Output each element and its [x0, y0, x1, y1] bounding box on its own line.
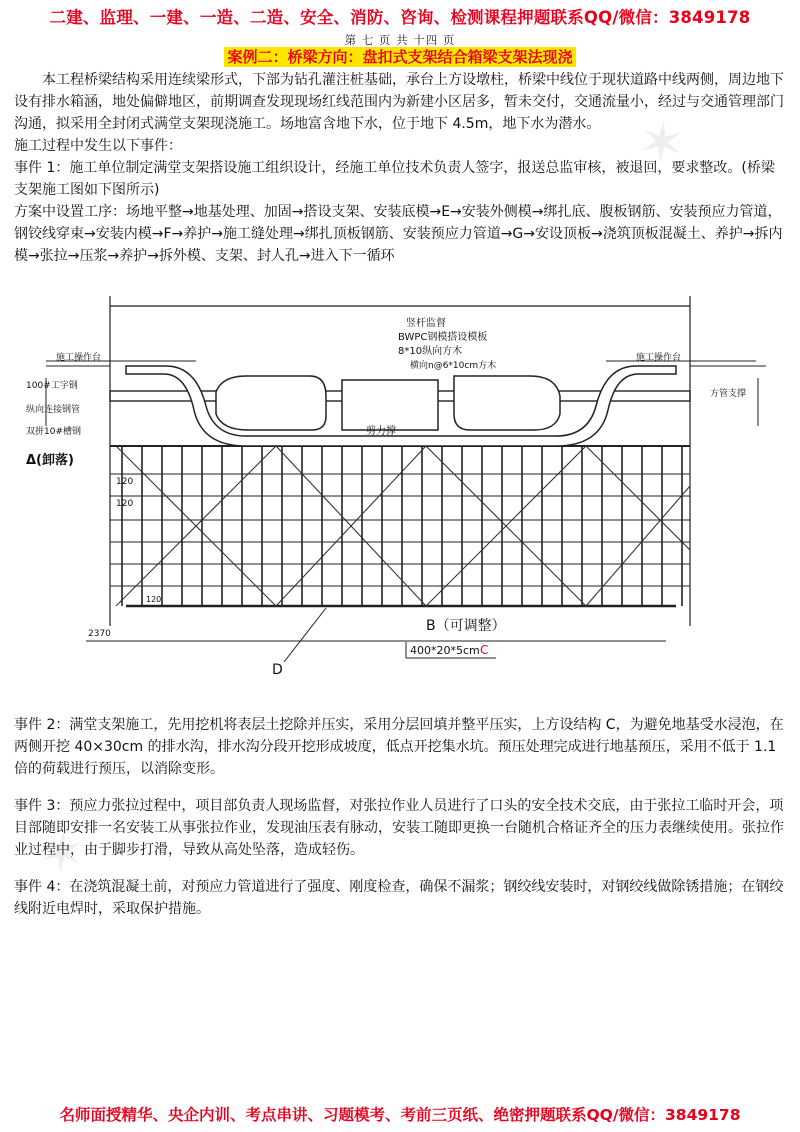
label-top-2: BWPC钢模搭设模板 — [398, 332, 488, 343]
intro-paragraph: 本工程桥梁结构采用连续梁形式，下部为钻孔灌注桩基础，承台上方设墩柱，桥梁中线位于现状道路中线两侧，周边地下设有排水箱涵，地处偏僻地区，前期调查发现现场红线范围内为新建小区居多，暂未交付，交通流量小，经过与交通管理部门沟通，拟采用全封闭式满堂支架现浇施工。场地富含地下水，位于地下 4.5m，地下水为潜水。 — [14, 72, 784, 132]
case-title: 案例二：桥梁方向：盘扣式支架结合箱梁支架法现浇 — [224, 47, 575, 67]
dim-120-a: 120 — [116, 477, 134, 487]
i-beam-label: 100#工字钢 — [26, 381, 78, 391]
events-lead: 施工过程中发生以下事件： — [14, 138, 182, 154]
base-label: 400*20*5cm — [410, 644, 480, 657]
platform-right-label: 施工操作台 — [636, 353, 682, 363]
platform-left-label: 施工操作台 — [56, 353, 102, 363]
spacer — [14, 780, 786, 795]
label-top-4: 横向n@6*10cm方木 — [410, 361, 497, 371]
d-label: D — [272, 662, 283, 678]
drawing-frame — [86, 296, 690, 641]
delta-label: Δ(卸落) — [26, 453, 74, 468]
b-label: B（可调整） — [426, 618, 506, 634]
channel-label: 双拼10#槽钢 — [26, 427, 81, 437]
label-top-3: 8*10纵向方木 — [398, 346, 463, 357]
c-label: C — [480, 643, 489, 657]
bottom-banner: 名师面授精华、央企内训、考点串讲、习题模考、考前三页纸、绝密押题联系QQ/微信：3849178 — [59, 1106, 741, 1124]
box-girder — [46, 361, 756, 446]
bridge-support-drawing — [26, 296, 778, 696]
right-brace-label: 方管支撑 — [710, 389, 747, 399]
case-title-wrap — [0, 47, 800, 67]
dim-total: 2370 — [88, 629, 111, 639]
watermark: ✶ — [23, 814, 104, 891]
brace-label: 剪力撑 — [366, 426, 396, 437]
watermark: ✶ — [623, 104, 704, 181]
dim-120-c: 120 — [146, 595, 162, 604]
label-top-1: 竖杆监督 — [406, 318, 446, 329]
dim-120-b: 120 — [116, 499, 134, 509]
intro-block — [14, 69, 786, 267]
event-2: 事件 2：满堂支架施工，先用挖机将表层土挖除并压实，采用分层回填并整平压实，上方设结构 C，为避免地基受水浸泡，在两侧开挖 40×30cm 的排水沟，排水沟分段开挖形成坡度，低点开挖集水坑。预压处理完成进行地基预压，采用不低于 1.1 倍的荷载进行预压，以消除变形。 — [14, 717, 784, 777]
events-block — [14, 714, 786, 920]
page-indicator: 第 七 页 共 十四 页 — [344, 33, 456, 47]
event-3: 事件 3：预应力张拉过程中，项目部负责人现场监督，对张拉作业人员进行了口头的安全技术交底，由于张拉工临时开会，项目部随即安排一名安装工从事张拉作业，发现油压表有脉动，安装工随即更换一台随机合格证齐全的压力表继续使用。张拉作业过程中，由于脚步打滑，导致从高处坠落，造成轻伤。 — [14, 798, 784, 858]
event-4: 事件 4：在浇筑混凝土前，对预应力管道进行了强度、刚度检查，确保不漏浆；钢绞线安装时，对钢绞线做除锈措施；在钢绞线附近电焊时，采取保护措施。 — [14, 879, 784, 917]
support-verticals — [122, 446, 682, 606]
long-bar-label: 纵向连接钢管 — [26, 405, 81, 415]
drawing-svg — [26, 296, 778, 696]
event-1: 事件 1：施工单位制定满堂支架搭设施工组织设计，经施工单位技术负责人签字，报送总监审核，被退回，要求整改。(桥梁支架施工图如下图所示) — [14, 160, 775, 198]
top-banner: 二建、监理、一建、一造、二造、安全、消防、咨询、检测课程押题联系QQ/微信：3849178 — [49, 8, 751, 27]
procedure-paragraph: 方案中设置工序：场地平整→地基处理、加固→搭设支架、安装底模→E→安装外侧模→绑扎底、腹板钢筋、安装预应力管道，钢铰线穿束→安装内模→F→养护→施工缝处理→绑扎顶板钢筋、安装预应力管道→G→安设顶板→浇筑顶板混凝土、养护→拆内模→张拉→压浆→养护→拆外模、支架、封人孔→进入下一循环 — [14, 204, 783, 264]
spacer — [14, 861, 786, 876]
